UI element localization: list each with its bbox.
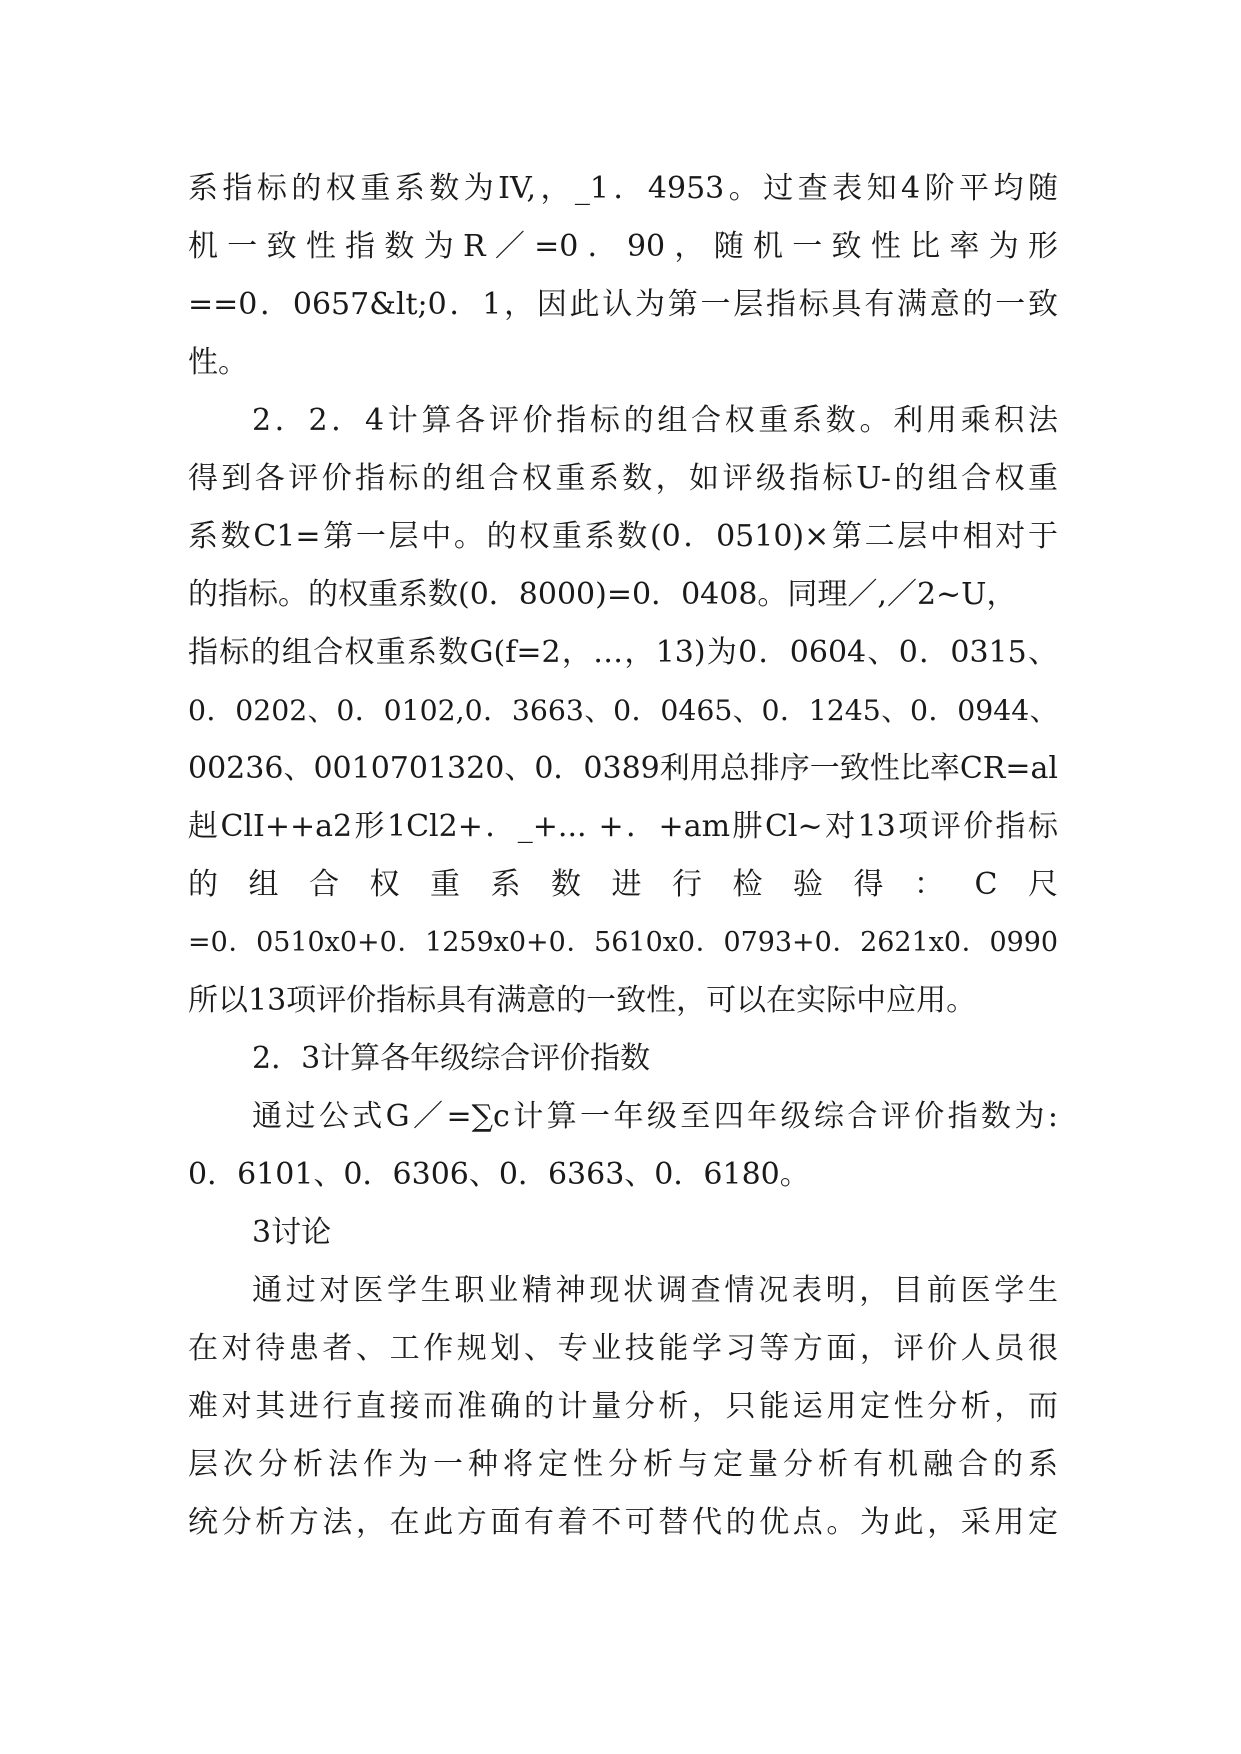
section-heading-3: 3讨论: [252, 1215, 332, 1250]
text-line: =0．0510x0+0．1259x0+0．5610x0．0793+0．2621x0．0990: [188, 927, 1058, 958]
text-line: ==0．0657&lt;0．1，因此认为第一层指标具有满意的一致: [188, 287, 1058, 322]
body-text: [188, 160, 1058, 1552]
text-line: 0．6101、0．6306、0．6363、0．6180。: [188, 1157, 810, 1192]
text-line: 统分析方法，在此方面有着不可替代的优点。为此，采用定: [188, 1505, 1058, 1540]
section-heading-2-3: 2．3计算各年级综合评价指数: [252, 1041, 651, 1076]
text-line: 在对待患者、工作规划、专业技能学习等方面，评价人员很: [188, 1331, 1058, 1366]
text-line: 的指标。的权重系数(0．8000)=0．0408。同理／,／2~U，: [188, 577, 1017, 612]
text-line: 通过对医学生职业精神现状调查情况表明，目前医学生: [252, 1273, 1058, 1308]
text-line: 所以13项评价指标具有满意的一致性，可以在实际中应用。: [188, 983, 977, 1018]
text-line: 系指标的权重系数为IV,，_1．4953。过查表知4阶平均随: [188, 171, 1058, 206]
text-line: 指标的组合权重系数G(f=2，…，13)为0．0604、0．0315、: [188, 635, 1058, 670]
text-line: 系数C1=第一层中。的权重系数(0．0510)×第二层中相对于: [188, 519, 1058, 554]
text-line: 层次分析法作为一种将定性分析与定量分析有机融合的系: [188, 1447, 1058, 1482]
text-line: 性。: [188, 345, 248, 380]
text-line: 的组合权重系数进行检验得：C尺: [188, 867, 1058, 902]
text-line: 00236、0010701320、0．0389利用总排序一致性比率CR=al: [188, 751, 1058, 786]
text-line: 难对其进行直接而准确的计量分析，只能运用定性分析，而: [188, 1389, 1058, 1424]
text-line: 通过公式G／=∑c计算一年级至四年级综合评价指数为:: [252, 1099, 1058, 1134]
text-line: 得到各评价指标的组合权重系数，如评级指标U-的组合权重: [188, 461, 1058, 496]
section-heading-2-2-4: 2．2．4计算各评价指标的组合权重系数。利用乘积法: [252, 403, 1058, 438]
text-line: 赳ClI++a2形1Cl2+．_+... +．+am肼Cl~对13项评价指标: [188, 809, 1058, 844]
text-line: 机一致性指数为R／=0．90，随机一致性比率为形: [188, 229, 1058, 264]
text-line: 0．0202、0．0102,0．3663、0．0465、0．1245、0．0944、: [188, 694, 1058, 727]
